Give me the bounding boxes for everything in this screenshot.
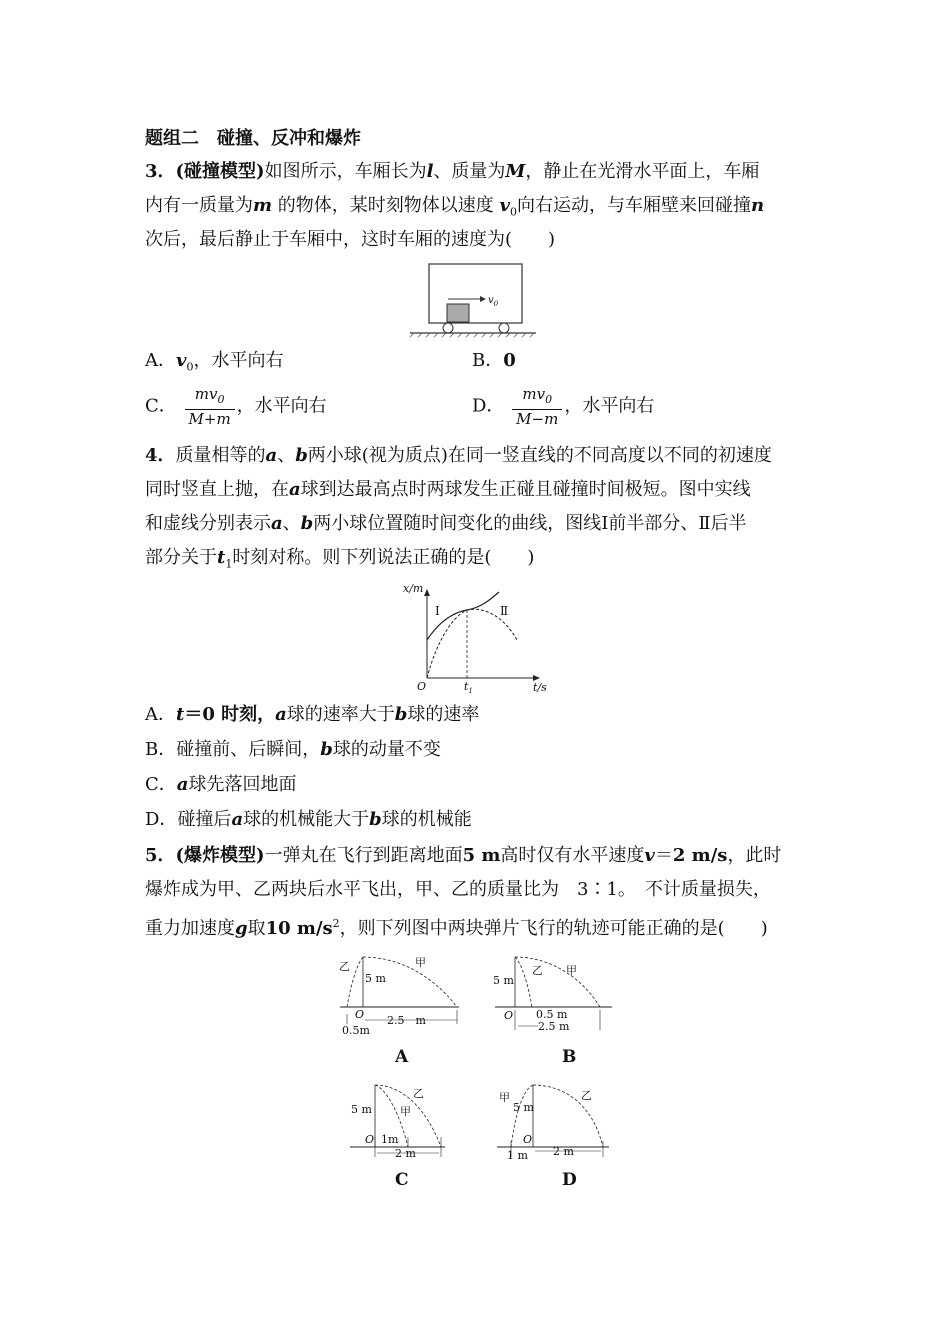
q5-text: 取 [247,918,266,939]
option-text: 球的速率 [407,704,480,725]
var-v0-sub: 0 [186,360,194,374]
q4-text: 、 [282,513,301,534]
var-g: g [235,918,248,939]
q4-line-1 [145,444,772,468]
jia-label: 甲 [499,1091,510,1104]
q4-option-b[interactable] [145,738,441,762]
q3-text: 内有一质量为 [145,195,253,216]
arrow-head [480,296,486,302]
height-value: 5 m [462,845,501,866]
q4-line-4 [145,546,534,577]
var-a: a [265,445,278,466]
height-label: 5 m [493,974,514,987]
q4-text: 、 [277,445,296,466]
option-text: 球的动量不变 [332,739,441,760]
q3-line-1 [145,160,759,184]
option-text: ，水平向右 [564,395,655,417]
q4-text: 球到达最高点时两球发生正碰且碰撞时间极短。图中实线 [300,479,751,500]
yi-label: 乙 [532,964,543,977]
q3-figure [408,262,548,337]
var-b: b [394,704,408,725]
q5-text: 重力加速度 [145,918,235,939]
q3-text: 次后，最后静止于车厢中，这时车厢的速度为( ) [145,229,556,250]
q4-option-c[interactable] [145,773,296,797]
var-a: a [176,774,189,795]
q3-text: 、质量为 [433,161,506,182]
option-text: ，水平向右 [193,350,284,371]
q4-text: 同时竖直上抛，在 [145,479,289,500]
q5-figure-b [490,952,620,1037]
curve-I-label: Ⅰ [435,604,440,618]
option-text: ＝0 时刻， [184,704,276,725]
ground-hatching [410,333,534,337]
section-title [145,127,361,151]
height-label: 5 m [365,972,386,985]
distance-label-2: 2.5 m [387,1014,426,1027]
q5-figure-d [495,1075,615,1160]
q3-text: 的物体，某时刻物体以速度 [272,195,500,216]
g-sup: 2 [332,917,340,930]
var-t: t [176,704,185,725]
yi-label: 乙 [581,1089,592,1102]
var-l: l [426,161,434,182]
q3-text: 向右运动，与车厢壁来回碰撞 [516,195,751,216]
origin-label: O [504,1009,514,1022]
jia-label: 甲 [400,1105,411,1118]
frac-den: M−m [516,410,559,428]
figure-caption-a: A [395,1047,409,1067]
wheel-left [443,323,453,333]
q3-line-2 [145,194,764,225]
svg-text:t1 [464,680,473,695]
var-a: a [231,809,244,830]
q3-option-a[interactable] [145,349,283,380]
var-a: a [271,513,283,534]
svg-text:v0 [488,295,499,308]
q3-option-b[interactable] [472,349,516,373]
option-text: 碰撞后 [177,809,232,830]
option-text: 0 [503,350,516,371]
option-text: 球的机械能 [381,809,472,830]
curve-II-dashed [427,609,517,678]
var-v: v [644,845,655,866]
q5-line-3 [145,912,768,941]
frac-num-sub: 0 [217,393,225,406]
option-label: C． [145,774,177,795]
q4-text: 和虚线分别表示 [145,513,271,534]
option-text: ，水平向右 [236,395,327,417]
q5-number: 5． [145,845,176,866]
trajectory-jia [515,957,600,1007]
option-text: 球的速率大于 [286,704,395,725]
var-b: b [369,809,382,830]
option-label: B． [145,739,177,760]
origin-label: O [417,680,427,693]
t1-sub: 1 [468,687,473,695]
jia-label: 甲 [415,956,426,969]
distance-label-1: 1m [381,1133,399,1146]
origin-label: O [365,1133,375,1146]
q5-text: 高时仅有水平速度 [500,845,645,866]
q4-line-3 [145,512,747,536]
var-a: a [275,704,287,725]
q4-line-2 [145,478,751,502]
q5-line-1 [145,844,781,868]
q5-text: ，此时 [727,845,782,866]
q4-text: 两小球(视为质点)在同一竖直线的不同高度以不同的初速度 [307,445,772,466]
q4-text: 时刻对称。则下列说法正确的是( ) [232,547,535,568]
q3-tag: (碰撞模型) [175,161,265,182]
var-v0: v [176,350,187,371]
q4-text: 部分关于 [145,547,217,568]
var-M: M [505,161,526,182]
figure-caption-b: B [562,1047,577,1067]
q5-text: ，则下列图中两块弹片飞行的轨迹可能正确的是( ) [339,918,768,939]
fig-v-label: v [488,295,494,306]
car-body [429,264,522,323]
origin-label: O [355,1008,365,1021]
q5-text: 一弹丸在飞行到距离地面 [264,845,463,866]
option-label: A． [145,704,176,725]
option-label: D． [145,809,178,830]
fraction [512,385,562,428]
var-a: a [289,479,301,500]
q5-line-2 [145,878,771,902]
var-t1-sub: 1 [225,557,233,571]
var-v0: v [499,195,510,216]
q4-text: 质量相等的 [175,445,266,466]
yi-label: 乙 [413,1087,424,1100]
q3-option-d[interactable] [472,385,654,428]
var-b: b [295,445,308,466]
var-b: b [300,513,314,534]
var-m: m [253,195,273,216]
option-label: C． [145,395,177,417]
g-value: 10 m/s [265,918,333,939]
y-axis-arrow [424,589,430,596]
frac-den: M+m [188,410,231,428]
q3-line-3 [145,228,555,252]
yi-label: 乙 [339,960,350,973]
velocity-value: 2 m/s [672,845,728,866]
distance-label-1: 1 m [507,1149,528,1162]
trajectory-yi [533,1085,603,1147]
var-t1: t [217,547,226,568]
q5-figure-a [335,952,465,1037]
distance-label-2: 2 m [553,1145,574,1158]
option-text: 球的机械能大于 [243,809,370,830]
block [447,304,469,322]
distance-label-2: 2.5 m [538,1020,570,1033]
section-title-text: 题组二 碰撞、反冲和爆炸 [145,128,361,149]
q3-text: ，静止在光滑水平面上，车厢 [525,161,760,182]
q3-text: 如图所示，车厢长为 [264,161,427,182]
q5-text: ＝ [654,845,673,866]
fraction [185,385,235,428]
q4-text: 两小球位置随时间变化的曲线，图线Ⅰ前半部分、Ⅱ后半 [313,513,747,534]
var-n: n [750,195,765,216]
y-axis-label: x/m [403,582,424,595]
q5-tag: (爆炸模型) [175,845,265,866]
q4-number: 4． [145,445,176,466]
curve-II-label: Ⅱ [500,604,509,618]
distance-label-2: 2 m [395,1147,416,1160]
q5-figure-c [345,1075,455,1160]
frac-num-sub: 0 [545,393,553,406]
figure-caption-c: C [395,1170,409,1190]
option-text: 球先落回地面 [188,774,297,795]
distance-label-1: 0.5m [342,1024,370,1037]
trajectory-yi [515,957,532,1007]
distance-label-1: 0.5 m [536,1008,568,1021]
q4-option-d[interactable] [145,808,472,832]
t1-label: t [464,680,469,693]
origin-label: O [523,1133,533,1146]
var-v0-sub: 0 [509,205,517,219]
q4-option-a[interactable] [145,703,479,727]
option-label: A． [145,350,176,371]
jia-label: 甲 [566,964,577,977]
q5-text: 爆炸成为甲、乙两块后水平飞出，甲、乙的质量比为 3∶1。 不计质量损失， [145,879,771,900]
option-label: B． [472,350,504,371]
q3-option-c[interactable] [145,385,327,428]
frac-num: mv [522,385,546,403]
var-b: b [320,739,333,760]
q3-number: 3． [145,161,176,182]
q4-graph [395,580,570,695]
height-label: 5 m [351,1103,372,1116]
option-text: 碰撞前、后瞬间， [176,739,321,760]
option-label: D． [472,395,505,417]
figure-caption-d: D [562,1170,577,1190]
height-label: 5 m [513,1101,534,1114]
x-axis-label: t/s [533,681,547,694]
frac-num: mv [194,385,218,403]
wheel-right [499,323,509,333]
fig-v-sub: 0 [493,300,499,308]
